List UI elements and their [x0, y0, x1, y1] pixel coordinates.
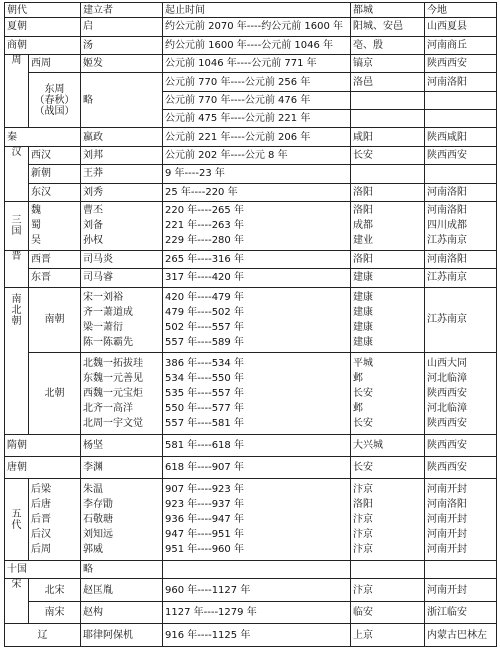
liao-dynasty: 辽: [5, 624, 81, 647]
sanguo-capital: 洛阳: [353, 205, 373, 217]
shiguo-location: [425, 561, 497, 579]
row-western-jin: [5, 250, 497, 268]
sanguo-period: 229 年----280 年: [165, 235, 244, 247]
eastern-zhou-zhanguo: （战国）: [34, 105, 75, 117]
southern-song-location: 浙江临安: [425, 601, 497, 623]
eastern-zhou-location: 河南洛阳: [425, 73, 497, 91]
qin-capital: 咸阳: [351, 128, 425, 146]
western-zhou-name: 西周: [29, 55, 81, 73]
qin-founder: 嬴政: [81, 128, 163, 146]
row-western-zhou: [5, 55, 497, 73]
nanbei-char-2: 北: [11, 304, 22, 316]
southern-founders: [81, 287, 163, 352]
row-eastern-han: [5, 183, 497, 201]
southern-period: 557 年----589 年: [165, 336, 244, 348]
wudai-capital: 汴京: [353, 544, 373, 556]
northern-location: 河北临漳: [427, 402, 467, 414]
sui-dynasty: 隋朝: [5, 434, 81, 456]
southern-period: 502 年----557 年: [165, 321, 244, 333]
wudai-capital: 洛阳: [353, 499, 373, 511]
sanguo-location: 河南洛阳: [427, 205, 467, 217]
eastern-zhou-chunqiu: （春秋）: [34, 94, 75, 106]
shang-period: 约公元前 1600 年----公元前 1046 年: [163, 36, 351, 54]
southern-founder: 陈一陈霸先: [83, 336, 133, 348]
southern-period: 420 年----479 年: [165, 291, 244, 303]
northern-song-name: 北宋: [29, 579, 81, 601]
western-han-location: 陕西西安: [425, 146, 497, 164]
western-han-founder: 刘邦: [81, 146, 163, 164]
sanguo-name: 吴: [31, 235, 41, 247]
row-liao: [5, 624, 497, 647]
zhanguo-location: [425, 110, 497, 128]
row-eastern-zhou: [5, 73, 497, 91]
dynasty-table: [4, 2, 497, 647]
row-qin: [5, 128, 497, 146]
sui-location: 陕西西安: [425, 434, 497, 456]
southern-song-name: 南宋: [29, 601, 81, 623]
wudai-location: 河南开封: [427, 484, 467, 496]
northern-capital: 长安: [353, 387, 373, 399]
eastern-zhou-label: 东周: [44, 83, 65, 95]
wudai-founder: 刘知远: [83, 529, 113, 541]
sanguo-capital: 建业: [353, 235, 373, 247]
southern-dynasties-name: 南朝: [29, 287, 81, 352]
row-xia: [5, 18, 497, 36]
northern-song-capital: 汴京: [351, 579, 425, 601]
northern-capital: 邺: [353, 402, 363, 414]
northern-founder: 北齐一高洋: [83, 402, 133, 414]
xia-capital: 阳城、安邑: [351, 18, 425, 36]
eastern-jin-name: 东晋: [29, 269, 81, 287]
sanguo-location: 江苏南京: [427, 235, 467, 247]
header-dynasty: 朝代: [5, 3, 81, 18]
sanguo-periods: [163, 201, 351, 250]
tang-founder: 李渊: [81, 457, 163, 479]
northern-capital: 长安: [353, 417, 373, 429]
eastern-jin-capital: 建康: [351, 269, 425, 287]
wudai-location: 河南开封: [427, 544, 467, 556]
tang-dynasty: 唐朝: [5, 457, 81, 479]
xin-period: 9 年----23 年: [163, 165, 351, 183]
southern-song-founder: 赵构: [81, 601, 163, 623]
northern-song-founder: 赵匡胤: [81, 579, 163, 601]
northern-location: 陕西西安: [427, 417, 467, 429]
jin-group: 晋: [5, 250, 29, 287]
header-period: 起止时间: [163, 3, 351, 18]
nanbei-char-3: 朝: [11, 315, 22, 327]
southern-capital: 建康: [353, 321, 373, 333]
sanguo-founder: 孙权: [83, 235, 103, 247]
wudai-founder: 朱温: [83, 484, 103, 496]
northern-founder: 西魏一元宝炬: [83, 387, 143, 399]
northern-locations: [425, 352, 497, 434]
nanbei-char-1: 南: [11, 293, 22, 305]
wudai-founders: [81, 479, 163, 561]
southern-capital: 建康: [353, 291, 373, 303]
western-zhou-capital: 镐京: [351, 55, 425, 73]
shiguo-capital: [351, 561, 425, 579]
wudai-char-2: 代: [11, 519, 22, 531]
northern-song-location: 河南开封: [425, 579, 497, 601]
wudai-locations: [425, 479, 497, 561]
row-wudai: [5, 479, 497, 561]
row-sanguo: [5, 201, 497, 250]
northern-founder: 东魏一元善见: [83, 372, 143, 384]
western-han-name: 西汉: [29, 146, 81, 164]
row-northern-song: [5, 579, 497, 601]
eastern-zhou-period: 公元前 770 年----公元前 256 年: [163, 73, 351, 91]
xin-location: [425, 165, 497, 183]
wudai-name: 后梁: [31, 484, 51, 496]
sanguo-period: 221 年----263 年: [165, 220, 244, 232]
chunqiu-capital: [351, 91, 425, 109]
western-jin-location: 河南洛阳: [425, 250, 497, 268]
wudai-capital: 汴京: [353, 514, 373, 526]
xin-founder: 王莽: [81, 165, 163, 183]
wudai-name: 后周: [31, 544, 51, 556]
southern-founder: 齐一萧道成: [83, 306, 133, 318]
row-western-han: [5, 146, 497, 164]
western-jin-founder: 司马炎: [81, 250, 163, 268]
eastern-zhou-founder: 略: [81, 73, 163, 128]
qin-location: 陕西咸阳: [425, 128, 497, 146]
wudai-name: 后汉: [31, 529, 51, 541]
sanguo-locations: [425, 201, 497, 250]
nanbei-group: [5, 287, 29, 434]
zhanguo-period: 公元前 475 年----公元前 221 年: [163, 110, 351, 128]
southern-song-period: 1127 年----1279 年: [163, 601, 351, 623]
eastern-zhou-name: [29, 73, 81, 128]
xia-founder: 启: [81, 18, 163, 36]
sanguo-period: 220 年----265 年: [165, 205, 244, 217]
northern-location: 河北临漳: [427, 372, 467, 384]
row-xin: [5, 165, 497, 183]
shiguo-dynasty: 十国: [5, 561, 81, 579]
sanguo-name: 蜀: [31, 220, 41, 232]
eastern-han-capital: 洛阳: [351, 183, 425, 201]
liao-founder: 耶律阿保机: [81, 624, 163, 647]
northern-capital: 邺: [353, 372, 363, 384]
tang-period: 618 年----907 年: [163, 457, 351, 479]
wudai-capital: 汴京: [353, 529, 373, 541]
eastern-han-founder: 刘秀: [81, 183, 163, 201]
sanguo-group: [5, 201, 29, 250]
northern-capitals: [351, 352, 425, 434]
eastern-han-name: 东汉: [29, 183, 81, 201]
liao-location: 内蒙古巴林左: [425, 624, 497, 647]
wudai-period: 947 年----951 年: [165, 529, 244, 541]
northern-period: 386 年----534 年: [165, 357, 244, 369]
shiguo-founder: 略: [81, 561, 163, 579]
row-southern-dynasties: [5, 287, 497, 352]
sanguo-names: [29, 201, 81, 250]
wudai-location: 河南洛阳: [427, 499, 467, 511]
northern-song-period: 960 年----1127 年: [163, 579, 351, 601]
header-location: 今地: [425, 3, 497, 18]
sanguo-founders: [81, 201, 163, 250]
shang-founder: 汤: [81, 36, 163, 54]
wudai-founder: 李存勖: [83, 499, 113, 511]
northern-capital: 平城: [353, 357, 373, 369]
wudai-founder: 石敬瑭: [83, 514, 113, 526]
liao-capital: 上京: [351, 624, 425, 647]
eastern-zhou-capital: 洛邑: [351, 73, 425, 91]
header-capital: 都城: [351, 3, 425, 18]
sanguo-founder: 曹丕: [83, 205, 103, 217]
sui-period: 581 年----618 年: [163, 434, 351, 456]
row-southern-song: [5, 601, 497, 623]
sui-founder: 杨坚: [81, 434, 163, 456]
wudai-location: 河南开封: [427, 514, 467, 526]
sanguo-char-2: 国: [11, 225, 22, 237]
northern-period: 550 年----577 年: [165, 402, 244, 414]
zhou-group: 周: [5, 55, 29, 128]
xin-capital: [351, 165, 425, 183]
southern-song-capital: 临安: [351, 601, 425, 623]
southern-capital: 建康: [353, 336, 373, 348]
sui-capital: 大兴城: [351, 434, 425, 456]
shiguo-period: [163, 561, 351, 579]
northern-periods: [163, 352, 351, 434]
eastern-han-period: 25 年----220 年: [163, 183, 351, 201]
wudai-name: 后晋: [31, 514, 51, 526]
western-zhou-period: 公元前 1046 年----公元前 771 年: [163, 55, 351, 73]
northern-period: 557 年----581 年: [165, 417, 244, 429]
western-jin-name: 西晋: [29, 250, 81, 268]
shang-location: 河南商丘: [425, 36, 497, 54]
tang-capital: 长安: [351, 457, 425, 479]
sanguo-name: 魏: [31, 205, 41, 217]
southern-period: 479 年----502 年: [165, 306, 244, 318]
northern-location: 山西大同: [427, 357, 467, 369]
xin-name: 新朝: [29, 165, 81, 183]
northern-period: 534 年----550 年: [165, 372, 244, 384]
qin-dynasty: 秦: [5, 128, 81, 146]
western-zhou-location: 陕西西安: [425, 55, 497, 73]
eastern-jin-founder: 司马睿: [81, 269, 163, 287]
chunqiu-period: 公元前 770 年----公元前 476 年: [163, 91, 351, 109]
southern-capitals: [351, 287, 425, 352]
eastern-han-location: 河南洛阳: [425, 183, 497, 201]
row-sui: [5, 434, 497, 456]
wudai-location: 河南开封: [427, 529, 467, 541]
row-northern-dynasties: [5, 352, 497, 434]
sanguo-char-1: 三: [11, 214, 22, 226]
northern-founder: 北周一宇文觉: [83, 417, 143, 429]
wudai-capitals: [351, 479, 425, 561]
northern-location: 陕西西安: [427, 387, 467, 399]
sanguo-founder: 刘备: [83, 220, 103, 232]
wudai-founder: 郭威: [83, 544, 103, 556]
liao-period: 916 年----1125 年: [163, 624, 351, 647]
header-founder: 建立者: [81, 3, 163, 18]
southern-periods: [163, 287, 351, 352]
western-han-capital: 长安: [351, 146, 425, 164]
western-jin-period: 265 年----316 年: [163, 250, 351, 268]
western-han-period: 公元前 202 年----公元 8 年: [163, 146, 351, 164]
northern-founder: 北魏一拓拔珪: [83, 357, 143, 369]
wudai-periods: [163, 479, 351, 561]
sanguo-capital: 成都: [353, 220, 373, 232]
eastern-jin-period: 317 年----420 年: [163, 269, 351, 287]
xia-period: 约公元前 2070 年----约公元前 1600 年: [163, 18, 351, 36]
xia-dynasty: 夏朝: [5, 18, 81, 36]
zhanguo-capital: [351, 110, 425, 128]
wudai-names: [29, 479, 81, 561]
wudai-name: 后唐: [31, 499, 51, 511]
header-row: [5, 3, 497, 18]
wudai-char-1: 五: [11, 508, 22, 520]
northern-period: 535 年----557 年: [165, 387, 244, 399]
row-shiguo: [5, 561, 497, 579]
qin-period: 公元前 221 年----公元前 206 年: [163, 128, 351, 146]
sanguo-capitals: [351, 201, 425, 250]
wudai-period: 907 年----923 年: [165, 484, 244, 496]
chunqiu-location: [425, 91, 497, 109]
sanguo-location: 四川成都: [427, 220, 467, 232]
wudai-capital: 汴京: [353, 484, 373, 496]
wudai-period: 923 年----937 年: [165, 499, 244, 511]
southern-location: 江苏南京: [425, 287, 497, 352]
song-group: 宋: [5, 579, 29, 624]
western-jin-capital: 洛阳: [351, 250, 425, 268]
row-shang: [5, 36, 497, 54]
wudai-period: 951 年----960 年: [165, 544, 244, 556]
northern-founders: [81, 352, 163, 434]
row-tang: [5, 457, 497, 479]
wudai-group: [5, 479, 29, 561]
row-eastern-jin: [5, 269, 497, 287]
northern-dynasties-name: 北朝: [29, 352, 81, 434]
southern-founder: 梁一萧衍: [83, 321, 123, 333]
shang-dynasty: 商朝: [5, 36, 81, 54]
tang-location: 陕西西安: [425, 457, 497, 479]
southern-founder: 宋一刘裕: [83, 291, 123, 303]
shang-capital: 亳、殷: [351, 36, 425, 54]
western-zhou-founder: 姬发: [81, 55, 163, 73]
wudai-period: 936 年----947 年: [165, 514, 244, 526]
southern-capital: 建康: [353, 306, 373, 318]
eastern-jin-location: 江苏南京: [425, 269, 497, 287]
han-group: 汉: [5, 146, 29, 201]
xia-location: 山西夏县: [425, 18, 497, 36]
